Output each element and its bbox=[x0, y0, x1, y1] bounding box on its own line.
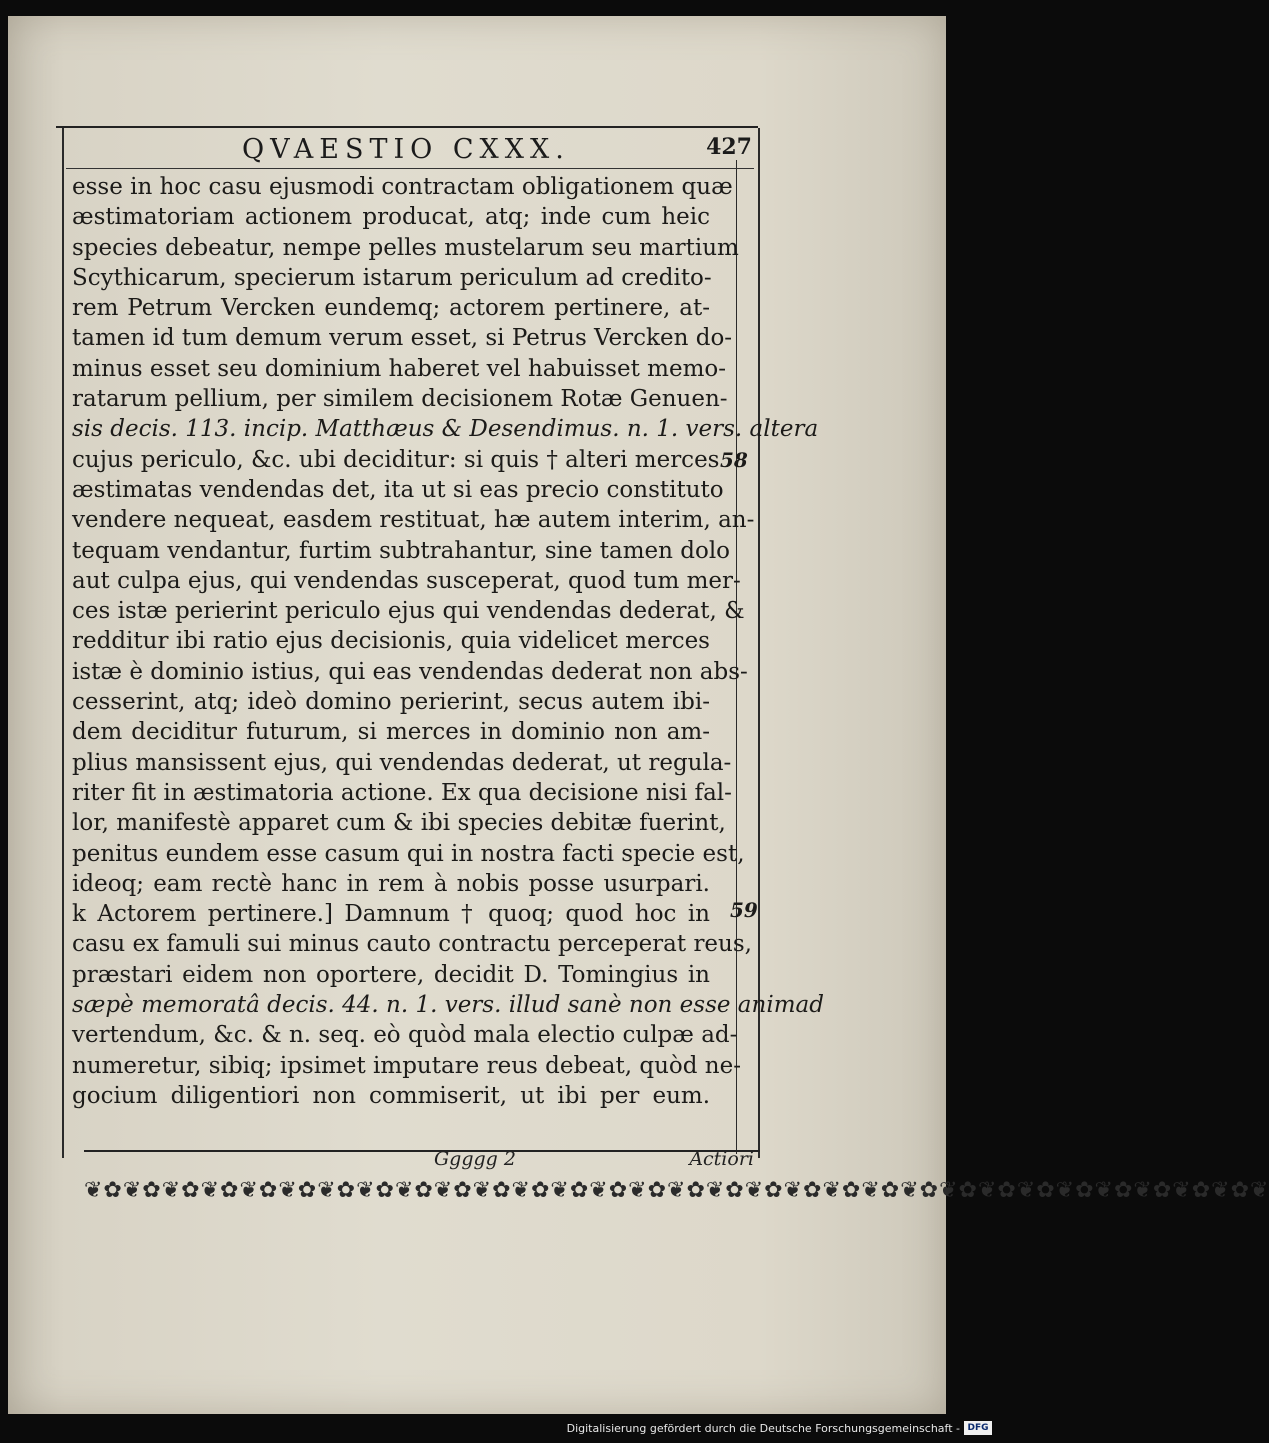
dfg-logo-icon: DFG bbox=[964, 1421, 992, 1435]
running-title: QVAESTIO CXXX. bbox=[242, 134, 570, 165]
text-line: rem Petrum Vercken eundemq; actorem pertinere, at- bbox=[72, 295, 710, 322]
catchword: Actiori bbox=[689, 1148, 754, 1170]
digitization-banner bbox=[0, 1414, 1000, 1443]
text-line: gocium diligentiori non commiserit, ut ibi per eum. bbox=[72, 1082, 710, 1109]
text-line: aut culpa ejus, qui vendendas susceperat, quod tum mer- bbox=[72, 567, 741, 594]
text-line: cujus periculo, &c. ubi deciditur: si quis † alteri merces bbox=[72, 446, 720, 473]
text-line: penitus eundem esse casum qui in nostra facti specie est, bbox=[72, 840, 745, 867]
text-line: redditur ibi ratio ejus decisionis, quia videlicet merces bbox=[72, 628, 710, 655]
page-header bbox=[62, 128, 756, 168]
text-line: numeretur, sibiq; ipsimet imputare reus debeat, quòd ne- bbox=[72, 1052, 741, 1079]
text-line: species debeatur, nempe pelles mustelarum seu martium bbox=[72, 234, 739, 261]
text-line: sæpè memoratâ decis. 44. n. 1. vers. illud sanè non esse animad bbox=[72, 992, 824, 1019]
marginal-note-58: 58 bbox=[720, 448, 748, 472]
text-line: ratarum pellium, per similem decisionem Rotæ Genuen- bbox=[72, 386, 728, 413]
page-number: 427 bbox=[706, 134, 752, 160]
text-line: plius mansissent ejus, qui vendendas dederat, ut regula- bbox=[72, 749, 732, 776]
text-line: ideoq; eam rectè hanc in rem à nobis posse usurpari. bbox=[72, 870, 710, 897]
text-line: ces istæ perierint periculo ejus qui vendendas dederat, & bbox=[72, 598, 745, 625]
text-line: tamen id tum demum verum esset, si Petrus Vercken do- bbox=[72, 325, 733, 352]
text-line: dem deciditur futurum, si merces in dominio non am- bbox=[72, 719, 710, 746]
text-line: k Actorem pertinere.] Damnum † quoq; quod hoc in bbox=[72, 901, 710, 928]
text-line: vertendum, &c. & n. seq. eò quòd mala electio culpæ ad- bbox=[72, 1022, 738, 1049]
text-line: vendere nequeat, easdem restituat, hæ autem interim, an- bbox=[72, 507, 755, 534]
text-line: præstari eidem non oportere, decidit D. Tomingius in bbox=[72, 961, 710, 988]
funding-notice: Digitalisierung gefördert durch die Deutsche Forschungsgemeinschaft - bbox=[566, 1422, 960, 1435]
text-line: istæ è dominio istius, qui eas vendendas dederat non abs- bbox=[72, 658, 748, 685]
text-line: æstimatas vendendas det, ita ut si eas precio constituto bbox=[72, 476, 724, 503]
text-line: casu ex famuli sui minus cauto contractu perceperat reus, bbox=[72, 931, 752, 958]
ornament-border: ❦✿❦✿❦✿❦✿❦✿❦✿❦✿❦✿❦✿❦✿❦✿❦✿❦✿❦✿❦✿❦✿❦✿❦✿❦✿❦✿❦✿❦✿❦✿❦✿❦✿❦✿❦✿❦✿❦✿❦✿❦ bbox=[84, 1178, 1269, 1203]
text-line: riter fit in æstimatoria actione. Ex qua decisione nisi fal- bbox=[72, 779, 732, 806]
header-rule bbox=[66, 168, 754, 169]
text-line: tequam vendantur, furtim subtrahantur, sine tamen dolo bbox=[72, 537, 731, 564]
text-line: Scythicarum, specierum istarum periculum ad credito- bbox=[72, 264, 712, 291]
text-line: minus esset seu dominium haberet vel habuisset memo- bbox=[72, 355, 726, 382]
text-line: cesserint, atq; ideò domino perierint, secus autem ibi- bbox=[72, 689, 710, 716]
signature-mark: Ggggg 2 bbox=[434, 1148, 516, 1170]
marginal-note-59: 59 bbox=[730, 898, 758, 922]
text-line: esse in hoc casu ejusmodi contractam obligationem quæ bbox=[72, 174, 733, 200]
text-line: æstimatoriam actionem producat, atq; inde cum heic bbox=[72, 204, 710, 231]
text-line: lor, manifestè apparet cum & ibi species debitæ fuerint, bbox=[72, 810, 726, 837]
text-line: sis decis. 113. incip. Matthæus & Desendimus. n. 1. vers. altera bbox=[72, 416, 819, 443]
